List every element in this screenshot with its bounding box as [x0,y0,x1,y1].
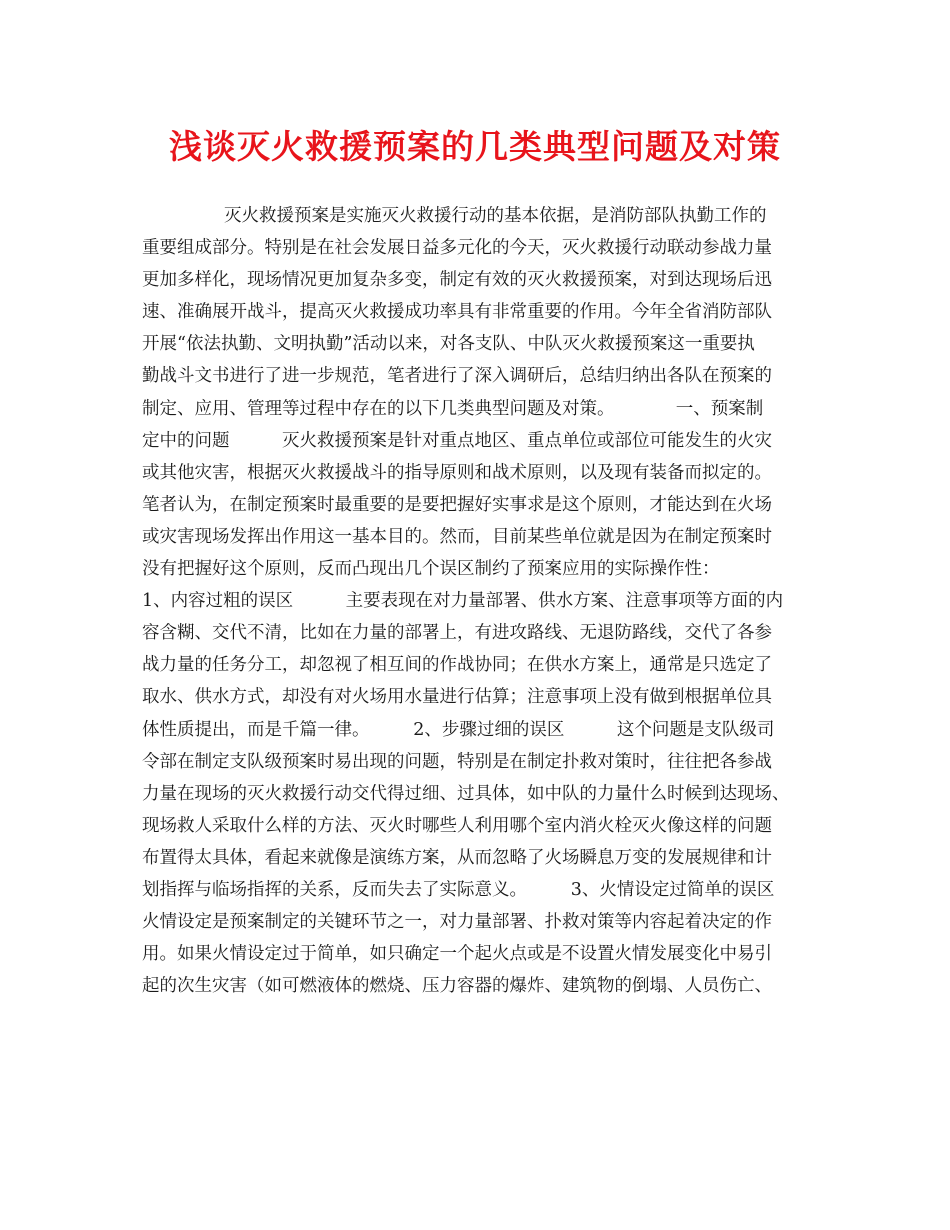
body-line: 定中的问题 灭火救援预案是针对重点地区、重点单位或部位可能发生的火灾 [142,430,772,451]
document-body [142,200,832,1002]
body-line: 布置得太具体，看起来就像是演练方案，从而忽略了火场瞬息万变的发展规律和计 [142,847,772,868]
body-line: 灭火救援预案是实施灭火救援行动的基本依据，是消防部队执勤工作的 [224,206,767,226]
body-line: 用。如果火情设定过于简单，如只确定一个起火点或是不设置火情发展变化中易引 [142,944,772,965]
body-line: 容含糊、交代不清，比如在力量的部署上，有进攻路线、无退防路线，交代了各参 [142,623,772,644]
body-line: 没有把握好这个原则，反而凸现出几个误区制约了预案应用的实际操作性： [142,559,720,580]
body-line: 重要组成部分。特别是在社会发展日益多元化的今天，灭火救援行动联动参战力量 [142,238,772,259]
body-line: 现场救人采取什么样的方法、灭火时哪些人利用哪个室内消火栓灭火像这样的问题 [142,815,772,836]
body-line: 制定、应用、管理等过程中存在的以下几类典型问题及对策。 一、预案制 [142,398,764,419]
body-line: 体性质提出，而是千篇一律。 2、步骤过细的误区 这个问题是支队级司 [142,719,775,740]
body-line: 勤战斗文书进行了进一步规范，笔者进行了深入调研后，总结归纳出各队在预案的 [142,366,772,387]
body-line: 或其他灾害，根据灭火救援战斗的指导原则和战术原则，以及现有装备而拟定的。 [142,462,772,483]
body-line: 战力量的任务分工，却忽视了相互间的作战协同；在供水方案上，通常是只选定了 [142,655,772,676]
body-line: 或灾害现场发挥出作用这一基本目的。然而，目前某些单位就是因为在制定预案时 [142,526,772,547]
body-line: 更加多样化，现场情况更加复杂多变，制定有效的灭火救援预案，对到达现场后迅 [142,270,772,291]
body-line: 取水、供水方式，却没有对火场用水量进行估算；注意事项上没有做到根据单位具 [142,687,772,708]
body-line: 划指挥与临场指挥的关系，反而失去了实际意义。 3、火情设定过简单的误区 [142,879,775,900]
body-line: 开展“依法执勤、文明执勤”活动以来，对各支队、中队灭火救援预案这一重要执 [142,334,755,355]
body-line: 1、内容过粗的误区 主要表现在对力量部署、供水方案、注意事项等方面的内 [142,591,784,612]
document-title: 浅谈灭火救援预案的几类典型问题及对策 [169,127,781,166]
body-line: 力量在现场的灭火救援行动交代得过细、过具体，如中队的力量什么时候到达现场、 [142,783,790,804]
body-line: 笔者认为，在制定预案时最重要的是要把握好实事求是这个原则，才能达到在火场 [142,494,772,515]
body-line: 火情设定是预案制定的关键环节之一，对力量部署、扑救对策等内容起着决定的作 [142,912,772,933]
body-line: 起的次生灾害（如可燃液体的燃烧、压力容器的爆炸、建筑物的倒塌、人员伤亡、 [142,976,772,997]
body-line: 速、准确展开战斗，提高灭火救援成功率具有非常重要的作用。今年全省消防部队 [142,302,772,323]
body-line: 令部在制定支队级预案时易出现的问题，特别是在制定扑救对策时，往往把各参战 [142,751,772,772]
